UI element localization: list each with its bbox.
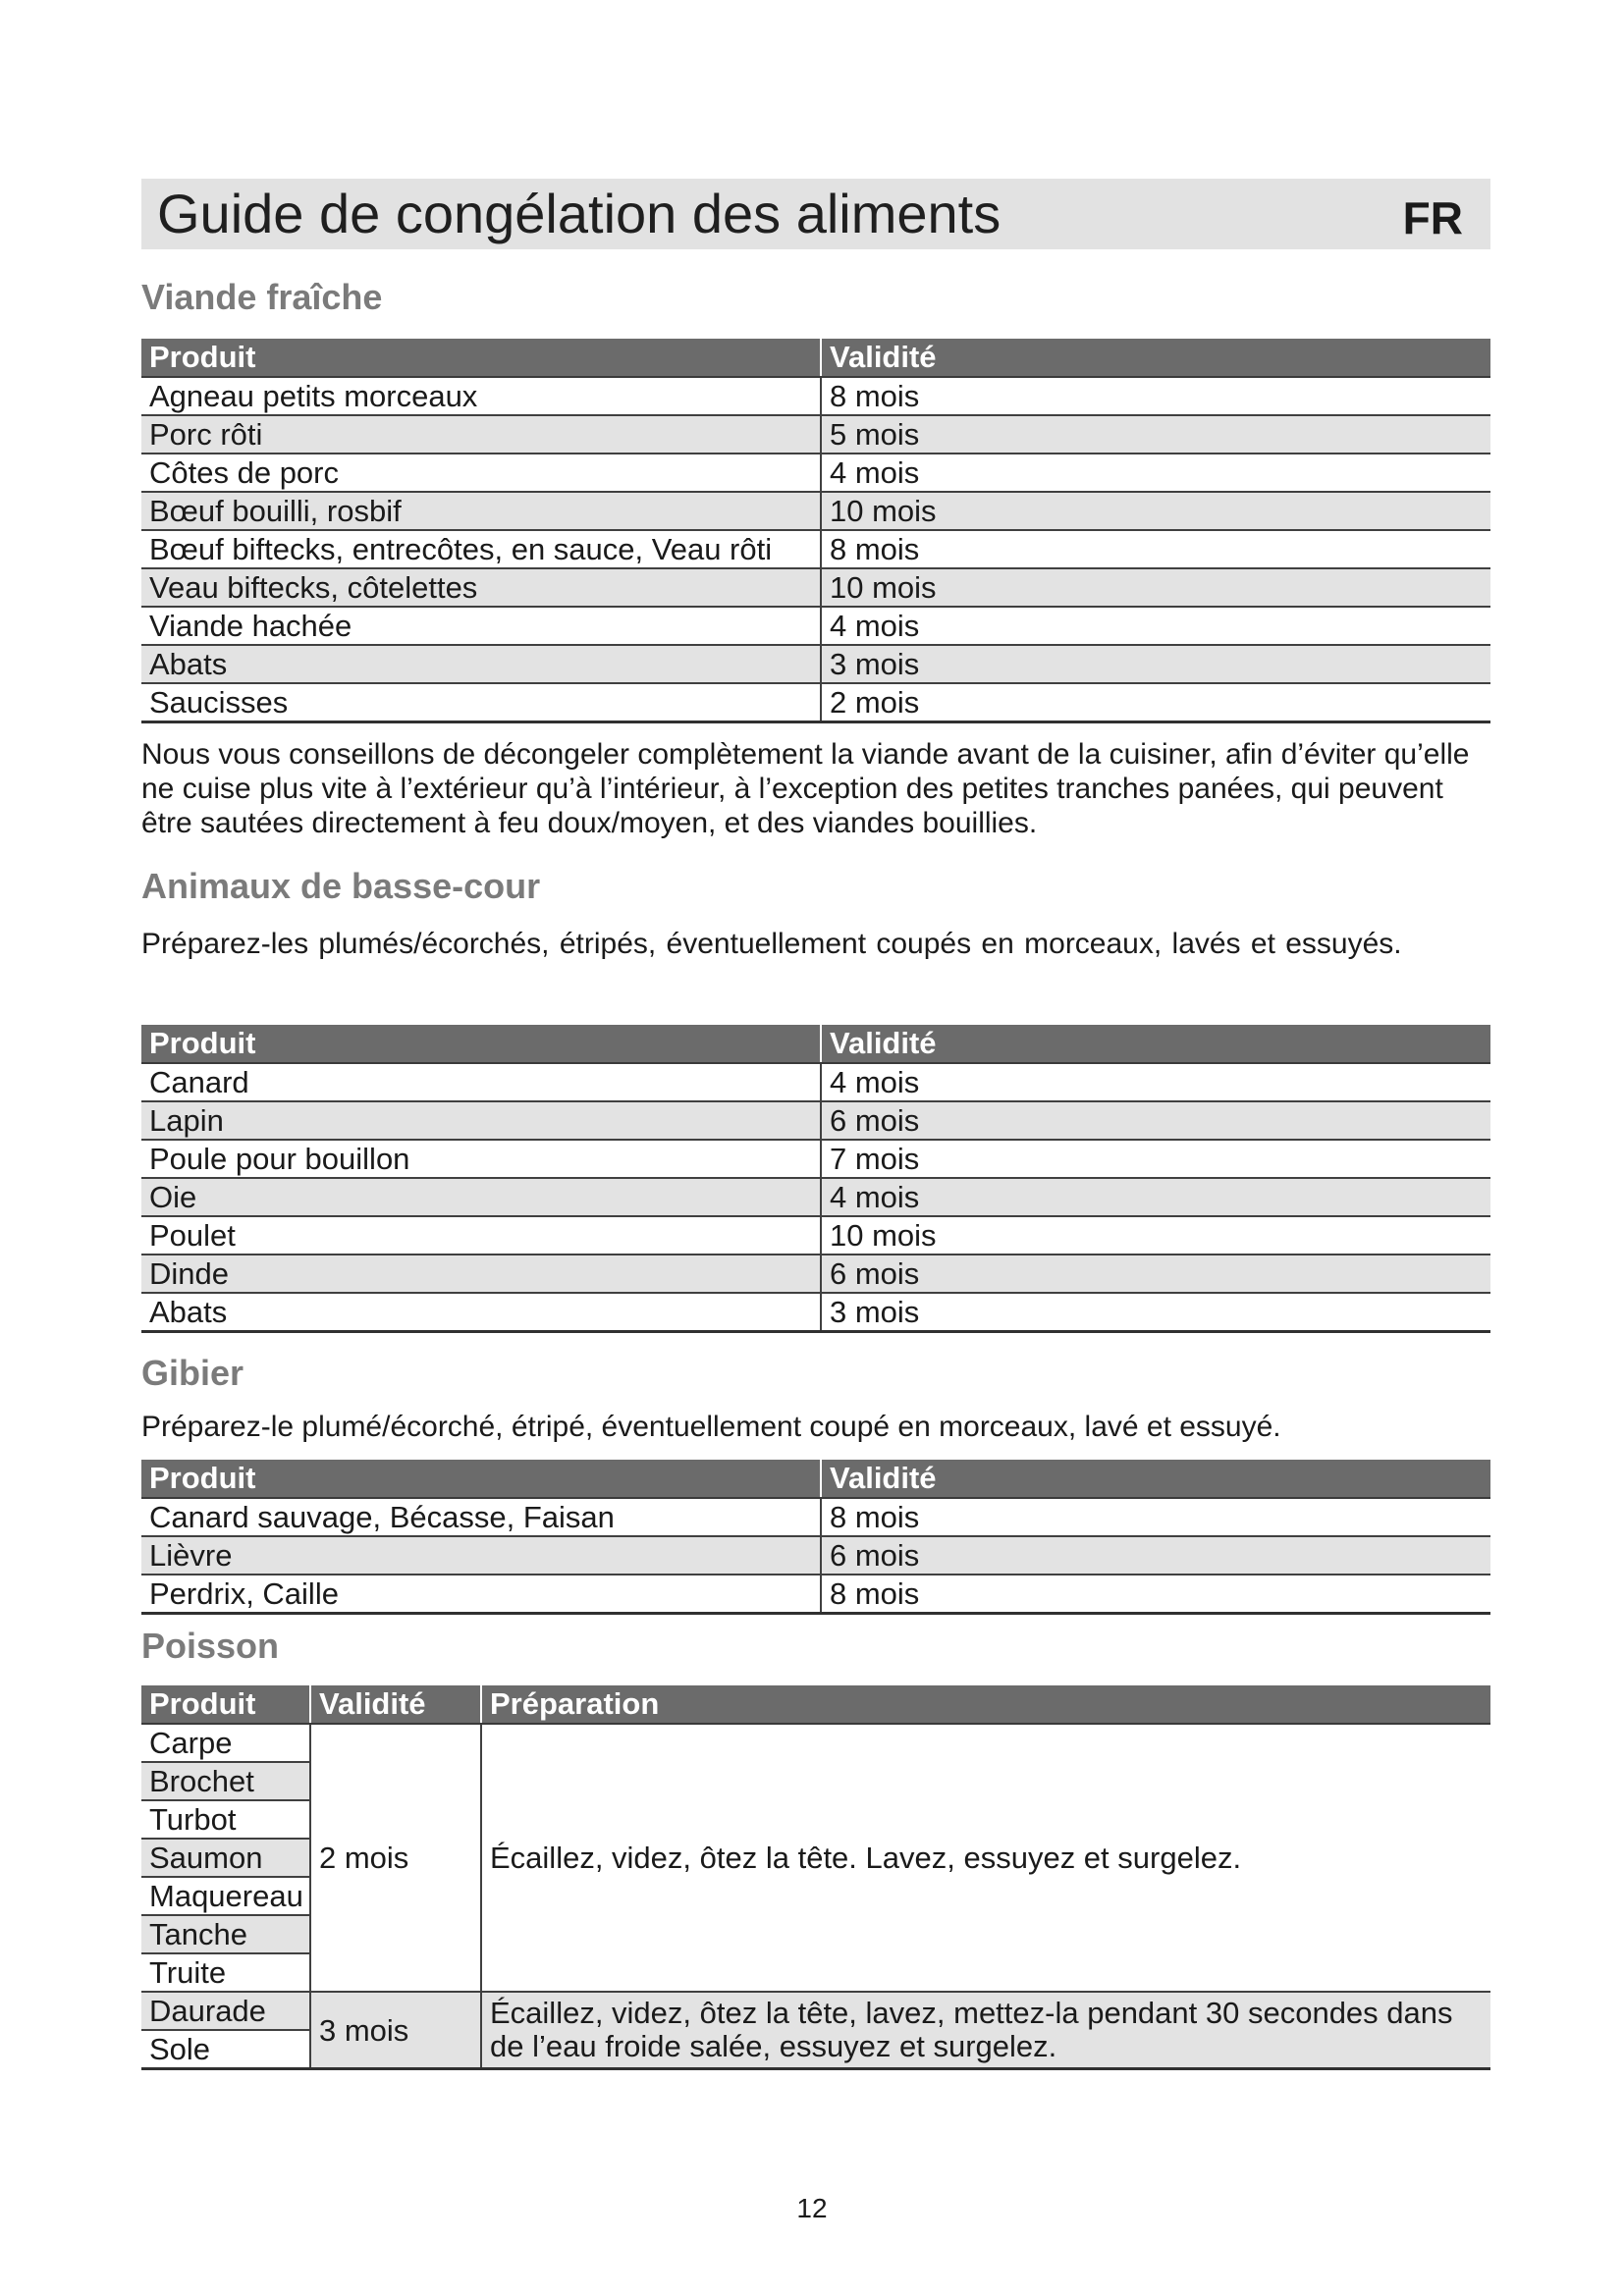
validity-cell: 4 mois xyxy=(821,607,1490,645)
product-cell: Sole xyxy=(141,2030,310,2069)
product-cell: Porc rôti xyxy=(141,415,821,454)
product-cell: Perdrix, Caille xyxy=(141,1575,821,1614)
product-cell: Agneau petits morceaux xyxy=(141,377,821,415)
table-header-row xyxy=(141,1460,1490,1498)
validity-cell: 4 mois xyxy=(821,454,1490,492)
validity-cell: 6 mois xyxy=(821,1255,1490,1293)
product-cell: Turbot xyxy=(141,1800,310,1839)
validity-cell: 3 mois xyxy=(821,645,1490,683)
product-cell: Maquereau xyxy=(141,1877,310,1915)
product-cell: Oie xyxy=(141,1178,821,1216)
product-cell: Veau biftecks, côtelettes xyxy=(141,568,821,607)
page-title-bar xyxy=(141,179,1490,249)
table-row xyxy=(141,1536,1490,1575)
section-heading-game: Gibier xyxy=(141,1353,244,1393)
table-row xyxy=(141,1216,1490,1255)
validity-cell: 8 mois xyxy=(821,530,1490,568)
table-row xyxy=(141,683,1490,722)
validity-cell: 3 mois xyxy=(821,1293,1490,1332)
validity-cell: 6 mois xyxy=(821,1536,1490,1575)
section-heading-fish: Poisson xyxy=(141,1626,280,1666)
table-row xyxy=(141,1063,1490,1101)
table-row xyxy=(141,530,1490,568)
product-cell: Saumon xyxy=(141,1839,310,1877)
table-header-row xyxy=(141,1025,1490,1063)
product-cell: Carpe xyxy=(141,1724,310,1762)
validity-cell: 4 mois xyxy=(821,1178,1490,1216)
validity-cell: 6 mois xyxy=(821,1101,1490,1140)
column-header-preparation: Préparation xyxy=(481,1685,1490,1724)
game-table xyxy=(141,1460,1490,1615)
table-header-row xyxy=(141,1685,1490,1724)
page-title: Guide de congélation des aliments xyxy=(157,183,1001,244)
page-number: 12 xyxy=(796,2193,828,2223)
product-cell: Viande hachée xyxy=(141,607,821,645)
validity-cell: 10 mois xyxy=(821,492,1490,530)
table-row xyxy=(141,1255,1490,1293)
table-row xyxy=(141,1575,1490,1614)
validity-cell: 8 mois xyxy=(821,377,1490,415)
product-cell: Dinde xyxy=(141,1255,821,1293)
column-header-validity: Validité xyxy=(821,339,1490,377)
product-cell: Saucisses xyxy=(141,683,821,722)
validity-cell: 10 mois xyxy=(821,568,1490,607)
product-cell: Lièvre xyxy=(141,1536,821,1575)
validity-cell: 8 mois xyxy=(821,1498,1490,1536)
table-row xyxy=(141,415,1490,454)
product-cell: Bœuf biftecks, entrecôtes, en sauce, Veau rôti xyxy=(141,530,821,568)
column-header-product: Produit xyxy=(141,339,821,377)
section-heading-fresh-meat: Viande fraîche xyxy=(141,277,383,317)
validity-cell: 3 mois xyxy=(310,1992,481,2069)
poultry-table xyxy=(141,1025,1490,1333)
table-row xyxy=(141,492,1490,530)
product-cell: Truite xyxy=(141,1953,310,1992)
table-row xyxy=(141,1101,1490,1140)
product-cell: Côtes de porc xyxy=(141,454,821,492)
table-row xyxy=(141,454,1490,492)
validity-cell: 5 mois xyxy=(821,415,1490,454)
product-cell: Lapin xyxy=(141,1101,821,1140)
product-cell: Daurade xyxy=(141,1992,310,2030)
poultry-intro: Préparez-les plumés/écorchés, étripés, éventuellement coupés en morceaux, lavés et essuyés. xyxy=(141,928,1402,960)
table-row xyxy=(141,607,1490,645)
product-cell: Poulet xyxy=(141,1216,821,1255)
language-code: FR xyxy=(1402,192,1463,243)
table-row xyxy=(141,645,1490,683)
preparation-cell: Écaillez, videz, ôtez la tête, lavez, mettez-la pendant 30 secondes dans de l’eau froide salée, essuyez et surgelez. xyxy=(481,1992,1490,2069)
validity-cell: 2 mois xyxy=(310,1724,481,1992)
validity-cell: 2 mois xyxy=(821,683,1490,722)
validity-cell: 4 mois xyxy=(821,1063,1490,1101)
column-header-validity: Validité xyxy=(310,1685,481,1724)
product-cell: Brochet xyxy=(141,1762,310,1800)
column-header-product: Produit xyxy=(141,1025,821,1063)
validity-cell: 7 mois xyxy=(821,1140,1490,1178)
table-row xyxy=(141,568,1490,607)
product-cell: Bœuf bouilli, rosbif xyxy=(141,492,821,530)
column-header-product: Produit xyxy=(141,1460,821,1498)
product-cell: Abats xyxy=(141,1293,821,1332)
game-intro: Préparez-le plumé/écorché, étripé, éventuellement coupé en morceaux, lavé et essuyé. xyxy=(141,1411,1281,1443)
product-cell: Abats xyxy=(141,645,821,683)
table-row xyxy=(141,1992,1490,2030)
preparation-cell: Écaillez, videz, ôtez la tête. Lavez, essuyez et surgelez. xyxy=(481,1724,1490,1992)
fish-table xyxy=(141,1685,1490,2070)
product-cell: Canard xyxy=(141,1063,821,1101)
table-row xyxy=(141,1724,1490,1762)
table-row xyxy=(141,1140,1490,1178)
validity-cell: 10 mois xyxy=(821,1216,1490,1255)
table-row xyxy=(141,377,1490,415)
fresh-meat-table xyxy=(141,339,1490,723)
table-row xyxy=(141,1293,1490,1332)
product-cell: Poule pour bouillon xyxy=(141,1140,821,1178)
column-header-product: Produit xyxy=(141,1685,310,1724)
table-row xyxy=(141,1498,1490,1536)
table-row xyxy=(141,1178,1490,1216)
column-header-validity: Validité xyxy=(821,1460,1490,1498)
section-heading-poultry: Animaux de basse-cour xyxy=(141,866,541,906)
column-header-validity: Validité xyxy=(821,1025,1490,1063)
product-cell: Canard sauvage, Bécasse, Faisan xyxy=(141,1498,821,1536)
fresh-meat-note: Nous vous conseillons de décongeler complètement la viande avant de la cuisiner, afin d’éviter qu’elle ne cuise plus vite à l’extérieur qu’à l’intérieur, à l’exception des petites tranches panées, qui peuvent être sautées directement à feu doux/moyen, et des viandes bouillies. xyxy=(141,738,1470,839)
table-header-row xyxy=(141,339,1490,377)
validity-cell: 8 mois xyxy=(821,1575,1490,1614)
product-cell: Tanche xyxy=(141,1915,310,1953)
